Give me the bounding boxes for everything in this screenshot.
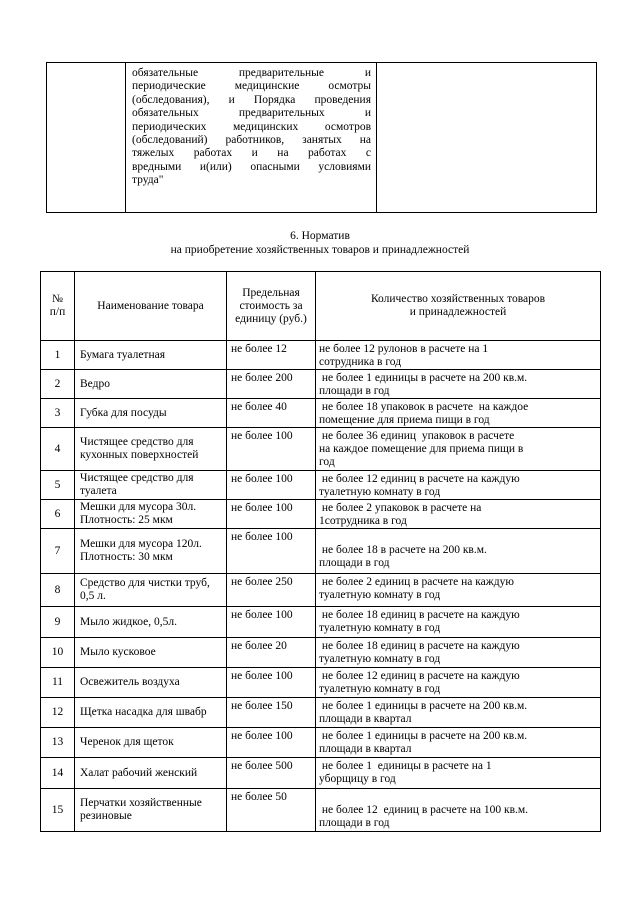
item-name: Губка для посуды xyxy=(75,399,227,428)
row-number: 3 xyxy=(41,399,75,428)
quantity-line: туалетную комнату в год xyxy=(319,622,441,634)
item-quantity xyxy=(316,789,601,832)
item-quantity xyxy=(316,341,601,370)
quantity-line: туалетную комнату в год xyxy=(319,653,441,665)
item-name: Мыло кусковое xyxy=(75,638,227,668)
item-price-limit: не более 40 xyxy=(227,399,316,428)
quantity-line: площади в квартал xyxy=(319,743,412,755)
item-quantity xyxy=(316,607,601,638)
item-price-limit: не более 100 xyxy=(227,607,316,638)
item-quantity xyxy=(316,428,601,471)
item-quantity xyxy=(316,370,601,399)
row-number: 4 xyxy=(41,428,75,471)
section-heading xyxy=(0,229,640,257)
item-price-limit: не более 100 xyxy=(227,529,316,574)
table-row xyxy=(41,341,601,370)
quantity-line: не более 36 единиц упаковок в расчете xyxy=(319,430,515,442)
quantity-line: год xyxy=(319,456,335,468)
item-price-limit: не более 200 xyxy=(227,370,316,399)
quantity-line: сотрудника в год xyxy=(319,356,402,368)
continuation-line: периодические медицинские осмотры xyxy=(132,80,371,93)
item-price-limit: не более 250 xyxy=(227,574,316,607)
quantity-line: не более 12 единиц в расчете на каждую xyxy=(319,670,520,682)
quantity-line: туалетную комнату в год xyxy=(319,486,441,498)
item-name: Мыло жидкое, 0,5л. xyxy=(75,607,227,638)
row-number: 10 xyxy=(41,638,75,668)
quantity-line: не более 18 в расчете на 200 кв.м. xyxy=(319,544,487,556)
header-price: Предельная стоимость за единицу (руб.) xyxy=(227,272,316,341)
continuation-empty-cell xyxy=(47,63,126,213)
item-name: Освежитель воздуха xyxy=(75,668,227,698)
item-quantity xyxy=(316,758,601,789)
table-row xyxy=(41,471,601,500)
table-row xyxy=(41,370,601,399)
quantity-line: туалетную комнату в год xyxy=(319,683,441,695)
quantity-line: площади в год xyxy=(319,557,390,569)
continuation-table xyxy=(46,62,597,213)
item-quantity xyxy=(316,399,601,428)
continuation-row xyxy=(47,63,597,213)
item-price-limit: не более 100 xyxy=(227,668,316,698)
quantity-line: не более 18 упаковок в расчете на каждое xyxy=(319,401,529,413)
row-number: 14 xyxy=(41,758,75,789)
item-quantity xyxy=(316,698,601,728)
item-quantity xyxy=(316,500,601,529)
quantity-line: площади в год xyxy=(319,385,390,397)
row-number: 13 xyxy=(41,728,75,758)
item-price-limit: не более 100 xyxy=(227,500,316,529)
continuation-line: тяжелых работах и на работах с xyxy=(132,147,371,160)
table-row xyxy=(41,698,601,728)
table-row xyxy=(41,638,601,668)
item-price-limit: не более 500 xyxy=(227,758,316,789)
item-name: Ведро xyxy=(75,370,227,399)
quantity-line xyxy=(319,531,598,544)
row-number: 7 xyxy=(41,529,75,574)
quantity-line: не более 12 единиц в расчете на 100 кв.м. xyxy=(319,804,529,816)
table-row xyxy=(41,789,601,832)
continuation-line: обязательные предварительные и xyxy=(132,67,371,79)
continuation-line: (обследования), и Порядка проведения xyxy=(132,93,371,106)
quantity-line: площади в квартал xyxy=(319,713,412,725)
row-number: 5 xyxy=(41,471,75,500)
header-name: Наименование товара xyxy=(75,272,227,341)
item-name: Черенок для щеток xyxy=(75,728,227,758)
table-row xyxy=(41,529,601,574)
item-name: Чистящее средство для туалета xyxy=(75,471,227,500)
continuation-line: вредными и(или) опасными условиями xyxy=(132,160,371,173)
row-number: 1 xyxy=(41,341,75,370)
table-row xyxy=(41,399,601,428)
item-quantity xyxy=(316,529,601,574)
header-qty: Количество хозяйственных товаров и принадлежностей xyxy=(316,272,601,341)
quantity-line: не более 1 единицы в расчете на 200 кв.м. xyxy=(319,700,528,712)
table-row xyxy=(41,500,601,529)
section-title: 6. Норматив xyxy=(290,230,350,242)
table-row xyxy=(41,574,601,607)
row-number: 2 xyxy=(41,370,75,399)
item-quantity xyxy=(316,728,601,758)
item-name: Бумага туалетная xyxy=(75,341,227,370)
item-quantity xyxy=(316,668,601,698)
item-name: Мешки для мусора 30л. Плотность: 25 мкм xyxy=(75,500,227,529)
quantity-line: не более 12 единиц в расчете на каждую xyxy=(319,473,520,485)
continuation-text xyxy=(126,63,376,188)
item-quantity xyxy=(316,471,601,500)
item-price-limit: не более 100 xyxy=(227,471,316,500)
row-number: 9 xyxy=(41,607,75,638)
table-row xyxy=(41,728,601,758)
item-quantity xyxy=(316,638,601,668)
quantity-line: не более 1 единицы в расчете на 200 кв.м. xyxy=(319,372,528,384)
row-number: 8 xyxy=(41,574,75,607)
row-number: 6 xyxy=(41,500,75,529)
item-quantity xyxy=(316,574,601,607)
quantity-line: не более 18 единиц в расчете на каждую xyxy=(319,640,520,652)
item-name: Перчатки хозяйственные резиновые xyxy=(75,789,227,832)
item-price-limit: не более 150 xyxy=(227,698,316,728)
item-price-limit: не более 12 xyxy=(227,341,316,370)
table-row xyxy=(41,607,601,638)
quantity-line: не более 18 единиц в расчете на каждую xyxy=(319,609,520,621)
item-price-limit: не более 100 xyxy=(227,728,316,758)
quantity-line: на каждое помещение для приема пищи в xyxy=(319,443,524,455)
quantity-line: помещение для приема пищи в год xyxy=(319,414,490,426)
table-row xyxy=(41,668,601,698)
quantity-line xyxy=(319,791,598,804)
row-number: 12 xyxy=(41,698,75,728)
table-row xyxy=(41,758,601,789)
goods-table xyxy=(40,271,601,832)
quantity-line: 1сотрудника в год xyxy=(319,515,407,527)
quantity-line: туалетную комнату в год xyxy=(319,589,441,601)
continuation-empty-cell xyxy=(377,63,597,213)
quantity-line: не более 1 единицы в расчете на 1 xyxy=(319,760,492,772)
header-num: № п/п xyxy=(41,272,75,341)
item-name: Средство для чистки труб, 0,5 л. xyxy=(75,574,227,607)
item-name: Халат рабочий женский xyxy=(75,758,227,789)
row-number: 11 xyxy=(41,668,75,698)
table-header-row xyxy=(41,272,601,341)
continuation-line: обязательных предварительных и xyxy=(132,107,371,120)
continuation-text-cell xyxy=(126,63,377,213)
quantity-line: не более 2 упаковок в расчете на xyxy=(319,502,482,514)
item-price-limit: не более 100 xyxy=(227,428,316,471)
table-row xyxy=(41,428,601,471)
quantity-line: площади в год xyxy=(319,817,390,829)
quantity-line: уборщицу в год xyxy=(319,773,396,785)
item-price-limit: не более 50 xyxy=(227,789,316,832)
section-subtitle: на приобретение хозяйственных товаров и принадлежностей xyxy=(170,244,470,256)
quantity-line: не более 12 рулонов в расчете на 1 xyxy=(319,343,489,355)
item-name: Мешки для мусора 120л. Плотность: 30 мкм xyxy=(75,529,227,574)
item-name: Щетка насадка для швабр xyxy=(75,698,227,728)
continuation-line: периодических медицинских осмотров xyxy=(132,120,371,133)
quantity-line: не более 2 единиц в расчете на каждую xyxy=(319,576,514,588)
item-name: Чистящее средство для кухонных поверхностей xyxy=(75,428,227,471)
item-price-limit: не более 20 xyxy=(227,638,316,668)
row-number: 15 xyxy=(41,789,75,832)
continuation-line: труда" xyxy=(132,174,164,187)
quantity-line: не более 1 единицы в расчете на 200 кв.м. xyxy=(319,730,528,742)
continuation-line: (обследований) работников, занятых на xyxy=(132,134,371,147)
